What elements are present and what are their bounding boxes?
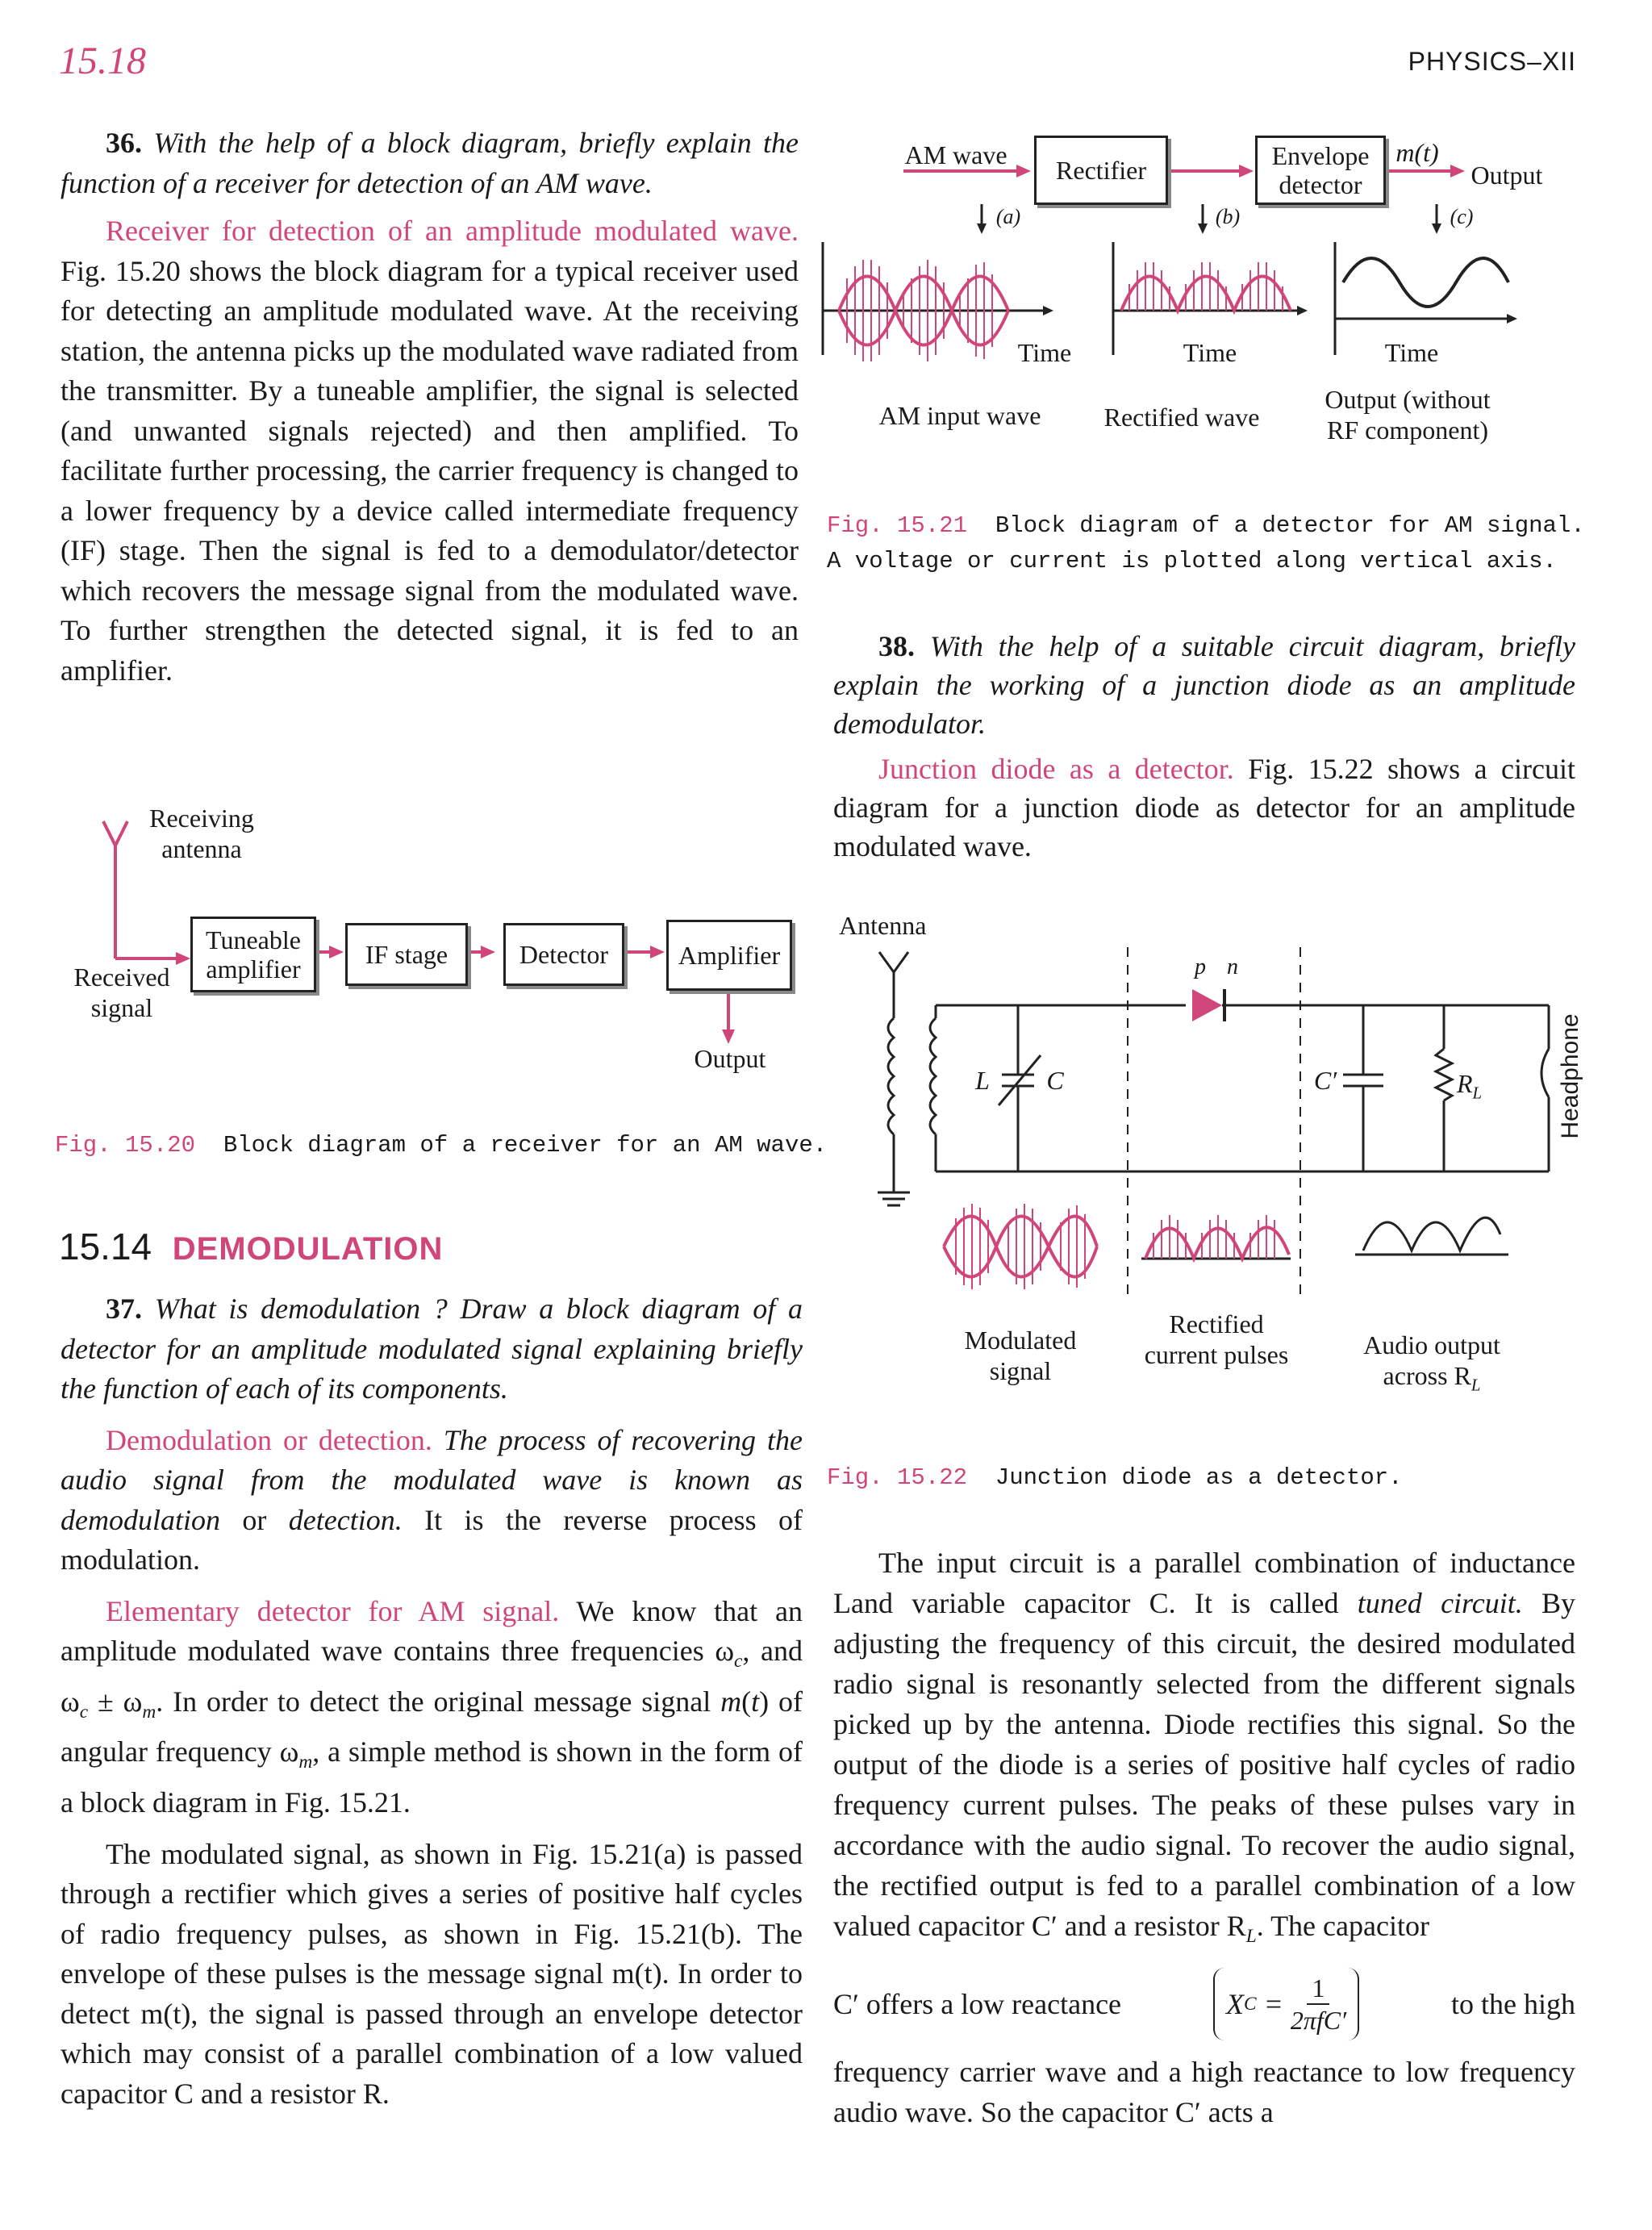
q37-body1a: The process of recovering the audio signal from the modulated wave is known as [60,1423,803,1496]
time-label-a: Time [1017,338,1072,367]
q37-body1b: It is the reverse process of modulation. [60,1503,803,1576]
mt-label: m(t) [1395,138,1439,167]
q37-body2: We know that an amplitude modulated wave contains three frequencies ω [60,1594,803,1667]
q37-number: 37. [106,1292,142,1325]
q38-question-text: With the help of a suitable circuit diagram, briefly explain the working of a junction diode as an amplitude demodulator. [833,630,1575,740]
detector-block: Detector [503,923,624,986]
antenna-label: Antenna [839,911,927,940]
time-label-c: Time [1384,338,1439,367]
offers-text: C′ offers a low reactance [833,1988,1122,2021]
capacitor-Cprime-label: C′ [1313,1066,1337,1095]
word-or: or [242,1503,267,1536]
q37-question-text: What is demodulation ? Draw a block diagram of a detector for an amplitude modulated signal explaining briefly the function of each of its components. [60,1292,803,1405]
caption-text-21: Block diagram of a detector for AM signal. A voltage or current is plotted along vertical axis. [827,512,1585,574]
if-stage-block: IF stage [345,923,468,986]
running-head: PHYSICS–XII [1408,47,1576,76]
caption-text: Block diagram of a receiver for an AM wave. [223,1132,828,1159]
envelope-detector-block: Envelope detector [1255,136,1386,205]
caption-text-22: Junction diode as a detector. [995,1464,1403,1491]
am-wave-label: AM wave [904,140,1007,169]
para-text-a: The input circuit is a parallel combination of inductance Land variable capacitor C. It is called [833,1547,1575,1619]
output-label-21: Output [1471,161,1543,190]
audio-output-label: Audio output across $R_L$ [1363,1330,1500,1395]
q37-para2: Elementary detector for AM signal. We know that an amplitude modulated wave contains three frequencies $\omega_c$, and $\omega_c \pm \omega_m$. In order to detect the original message signal m(t) of angular frequency $\omega_m$, a simple method is shown in the form of a block diagram in Fig. 15.21. [60,1594,803,1819]
receiving-antenna-label: Receiving antenna [149,804,254,863]
p-label: p [1195,954,1206,979]
q38-body: Fig. 15.22 shows a circuit diagram for a junction diode as detector for an amplitude modulated wave. [833,753,1575,862]
capacitor-C-label: C [1046,1066,1064,1095]
n-label: n [1227,954,1238,979]
rectifier-block: Rectifier [1034,136,1168,205]
reactance-formula: X C = 1 2πfC′ [1213,1968,1359,2040]
rectified-wave-label: Rectified wave [1103,403,1260,432]
page-number: 15.18 [59,40,146,82]
label-b: (b) [1215,205,1241,228]
received-signal-label: Received signal [73,963,170,1022]
label-c: (c) [1450,205,1474,228]
label-a: (a) [995,205,1021,228]
term-demodulation: demodulation [60,1503,220,1536]
q38-heading: Junction diode as a detector. [878,753,1234,785]
headphone-label: Headphone [1557,1013,1583,1139]
tuned-circuit-para: The input circuit is a parallel combination of inductance Land variable capacitor C. It is called tuned circuit. By adjusting the frequency of this circuit, the desired modulated radio signal is resonantly selected from the different signals picked up by the antenna. Diode rectifies this signal. So the output of the diode is a series of positive half cycles of radio frequency current pulses. The peaks of these pulses vary in accordance with the audio signal. To recover the audio signal, the rectified output is fed to a parallel combination of a low valued capacitor C′ and a resistor $R_L$. The capacitor [833,1547,1576,1948]
para-text-b: By adjusting the frequency of this circuit, the desired modulated radio signal is resonantly selected from the different signals picked up by the antenna. Diode rectifies this signal. So the output of the diode is a series of positive half cycles of radio frequency current pulses. The peaks of these pulses vary in accordance with the audio signal. To recover the audio signal, the rectified output is fed to a parallel combination of a low valued capacitor C′ and a resistor R [833,1587,1576,1942]
term-tuned-circuit: tuned circuit. [1357,1587,1523,1619]
output-label: Output [694,1044,766,1073]
para-text-c: . The capacitor [1256,1910,1429,1942]
elementary-detector-heading: Elementary detector for AM signal. [106,1594,560,1627]
q36-heading: Receiver for detection of an amplitude modulated wave. [106,215,799,247]
q38-number: 38. [878,630,915,662]
right-paragraph [833,1543,1575,2132]
demodulation-heading: Demodulation or detection. [106,1423,432,1456]
q36-body: Fig. 15.20 shows the block diagram for a typical receiver used for detecting an amplitude modulated wave. At the receiving station, the antenna picks up the modulated wave radiated from the transmitter. By a tuneable amplifier, the signal is selected (and unwanted signals rejected) and then amplified. To facilitate further processing, the carrier frequency is changed to a lower frequency by a device called intermediate frequency (IF) stage. Then the signal is fed to a demodulator/detector which recovers the message signal from the modulated wave. To further strengthen the detected signal, it is fed to an amplifier. [60,254,799,687]
am-input-wave-label: AM input wave [878,401,1041,430]
reactance-line [833,1968,1575,2040]
section-number: 15.14 [59,1226,152,1267]
to-high-text: to the high [1451,1988,1575,2021]
rectified-pulses-label: Rectified current pulses [1144,1309,1289,1369]
inductor-L-label: L [975,1066,990,1095]
modulated-signal-label: Modulated signal [964,1326,1077,1385]
time-label-b: Time [1183,338,1237,367]
caption-number: Fig. 15.20 [55,1132,196,1159]
output-without-rf-label: Output (without RF component) [1325,385,1491,445]
resistor-RL-label: $R_L$ [1457,1069,1483,1103]
caption-number-21: Fig. 15.21 [827,512,968,539]
section-title: DEMODULATION [172,1231,444,1267]
q37-para3: The modulated signal, as shown in Fig. 15.21(a) is passed through a rectifier which gives a series of positive half cycles of radio frequency pulses, as shown in Fig. 15.21(b). The envelope of these pulses is the message signal m(t). In order to detect m(t), the signal is passed through an envelope detector which may consist of a parallel combination of a low valued capacitor C and a resistor R. [60,1837,803,2110]
caption-number-22: Fig. 15.22 [827,1464,968,1491]
q36-question-text: With the help of a block diagram, briefly explain the function of a receiver for detection of an AM wave. [60,127,799,199]
term-detection: detection. [288,1503,403,1536]
last-lines: frequency carrier wave and a high reactance to low frequency audio wave. So the capacitor C′ acts a [833,2056,1575,2129]
q36-number: 36. [106,127,142,159]
fig-15-22-caption [827,1460,1403,1496]
amplifier-block: Amplifier [666,920,792,991]
tuneable-amplifier-block: Tuneable amplifier [190,917,316,992]
